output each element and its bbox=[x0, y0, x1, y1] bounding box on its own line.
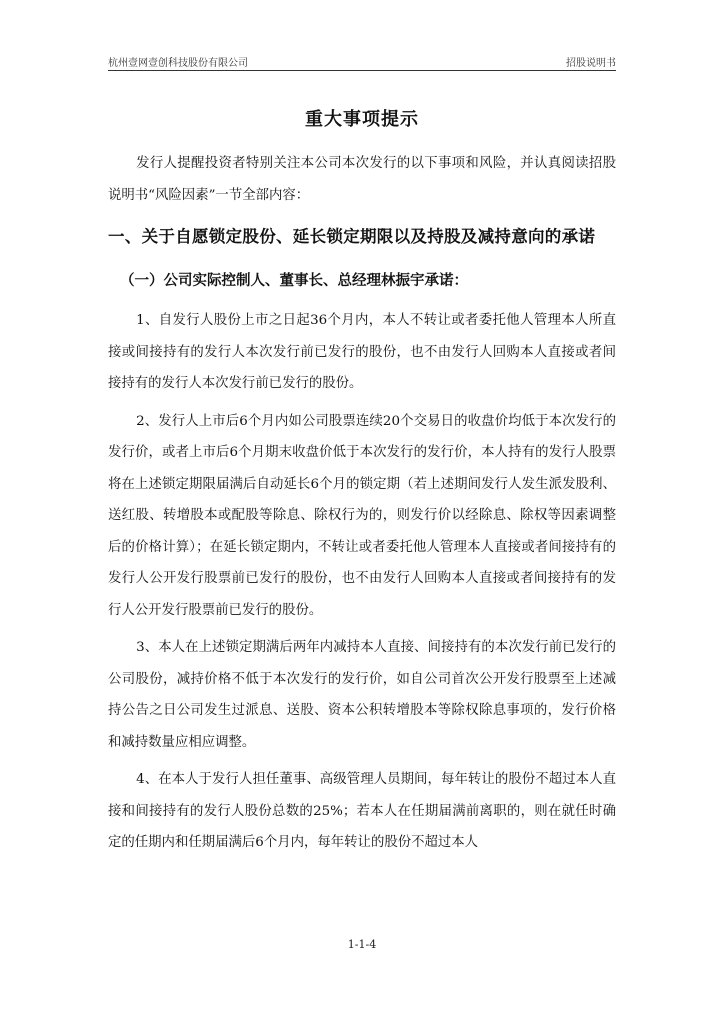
intro-paragraph: 发行人提醒投资者特别关注本公司本次发行的以下事项和风险，并认真阅读招股说明书“风险因素”一节全部内容： bbox=[108, 156, 616, 203]
document-body bbox=[108, 148, 616, 865]
header-company-name: 杭州壹网壹创科技股份有限公司 bbox=[108, 58, 248, 69]
commitment-item-2: 2、发行人上市后6个月内如公司股票连续20个交易日的收盘价均低于本次发行的发行价，或者上市后6个月期末收盘价低于本次发行的发行价，本人持有的发行人股票将在上述锁定期限届满后自动延长6个月的锁定期（若上述期间发行人发生派发股利、送红股、转增股本或配股等除息、除权行为的，则发行价以经除息、除权等因素调整后的价格计算）；在延长锁定期内，不转让或者委托他人管理本人直接或者间接持有的发行人公开发行股票前已发行的股份，也不由发行人回购本人直接或者间接持有的发行人公开发行股票前已发行的股份。 bbox=[108, 413, 616, 618]
page-header bbox=[108, 54, 616, 70]
page-number: 1-1-4 bbox=[347, 938, 377, 951]
header-document-type: 招股说明书 bbox=[566, 58, 616, 69]
commitment-item-1: 1、自发行人股份上市之日起36个月内，本人不转让或者委托他人管理本人所直接或间接持有的发行人本次发行前已发行的股份，也不由发行人回购本人直接或者间接持有的发行人本次发行前已发行的股份。 bbox=[108, 313, 616, 391]
subsection-heading: （一）公司实际控制人、董事长、总经理林振宇承诺： bbox=[120, 273, 468, 289]
commitment-item-4: 4、在本人于发行人担任董事、高级管理人员期间，每年转让的股份不超过本人直接和间接持有的发行人股份总数的25%；若本人在任期届满前离职的，则在就任时确定的任期内和任期届满后6个月内，每年转让的股份不超过本人 bbox=[108, 772, 616, 850]
section-heading: 一、关于自愿锁定股份、延长锁定期限以及持股及减持意向的承诺 bbox=[108, 227, 596, 246]
header-divider bbox=[108, 70, 616, 71]
commitment-item-3: 3、本人在上述锁定期满后两年内减持本人直接、间接持有的本次发行前已发行的公司股份，减持价格不低于本次发行的发行价，如自公司首次公开发行股票至上述减持公告之日公司发生过派息、送股、资本公积转增股本等除权除息事项的，发行价格和减持数量应相应调整。 bbox=[108, 640, 616, 750]
page-title: 重大事项提示 bbox=[305, 109, 419, 130]
